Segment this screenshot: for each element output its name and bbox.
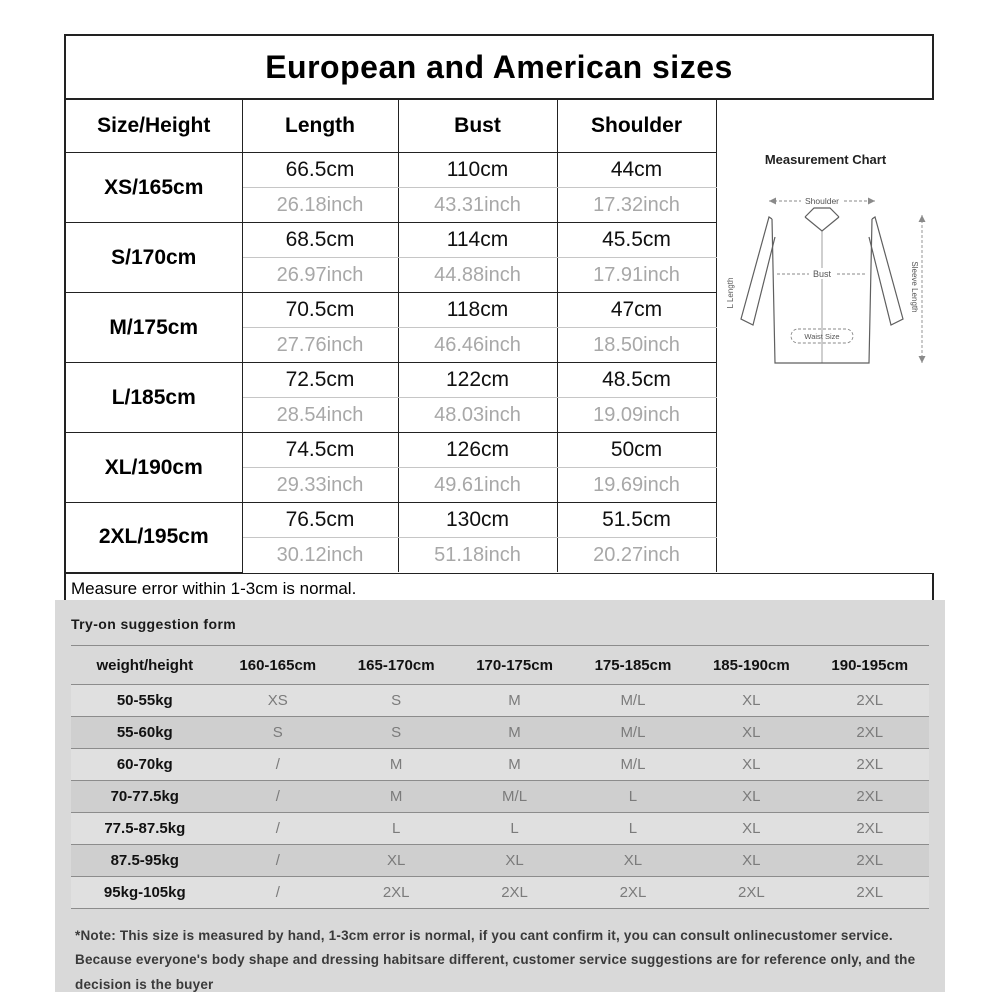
bust-inch-cell: 51.18inch: [398, 538, 557, 573]
shoulder-inch-cell: 19.69inch: [557, 468, 716, 503]
size-table-panel: [64, 34, 934, 607]
waist-label: Waist Size: [803, 332, 840, 341]
tryon-size-cell: XL: [692, 781, 810, 813]
tryon-header-190-195: 190-195cm: [811, 646, 929, 685]
shoulder-cm-cell: 45.5cm: [557, 223, 716, 258]
tryon-header-weight-height: weight/height: [71, 646, 219, 685]
sleeve-length-label: Sleeve Length: [909, 261, 919, 313]
tryon-row: [71, 685, 929, 717]
tryon-size-cell: S: [337, 685, 455, 717]
tryon-size-cell: L: [337, 813, 455, 845]
tryon-size-cell: 2XL: [811, 813, 929, 845]
arrowheads: [769, 198, 926, 364]
bust-cm-cell: 130cm: [398, 503, 557, 538]
bust-cm-cell: 122cm: [398, 363, 557, 398]
tryon-size-cell: /: [219, 781, 337, 813]
tryon-size-cell: XL: [574, 845, 692, 877]
tryon-panel: [55, 600, 945, 992]
tryon-size-cell: M: [455, 685, 573, 717]
measurement-chart-title: Measurement Chart: [764, 152, 887, 167]
length-cm-cell: 68.5cm: [242, 223, 398, 258]
tryon-weight-cell: 77.5-87.5kg: [71, 813, 219, 845]
tryon-size-cell: 2XL: [811, 717, 929, 749]
shoulder-label: Shoulder: [804, 196, 839, 206]
bust-inch-cell: 44.88inch: [398, 258, 557, 293]
length-cm-cell: 74.5cm: [242, 433, 398, 468]
shoulder-inch-cell: 18.50inch: [557, 328, 716, 363]
tryon-size-cell: L: [574, 781, 692, 813]
length-inch-cell: 29.33inch: [242, 468, 398, 503]
length-inch-cell: 28.54inch: [242, 398, 398, 433]
tryon-size-cell: /: [219, 845, 337, 877]
length-inch-cell: 30.12inch: [242, 538, 398, 573]
shoulder-inch-cell: 17.91inch: [557, 258, 716, 293]
shoulder-cm-cell: 48.5cm: [557, 363, 716, 398]
size-table-title: European and American sizes: [66, 36, 932, 100]
shoulder-cm-cell: 51.5cm: [557, 503, 716, 538]
length-cm-cell: 76.5cm: [242, 503, 398, 538]
tryon-size-cell: 2XL: [811, 749, 929, 781]
tryon-row: [71, 877, 929, 909]
tryon-header-175-185: 175-185cm: [574, 646, 692, 685]
tryon-size-cell: L: [574, 813, 692, 845]
tryon-size-cell: 2XL: [811, 685, 929, 717]
tryon-size-cell: M/L: [574, 685, 692, 717]
size-row: [66, 293, 716, 328]
tryon-header-170-175: 170-175cm: [455, 646, 573, 685]
size-label-cell: M/175cm: [66, 293, 242, 363]
tryon-size-cell: /: [219, 749, 337, 781]
length-cm-cell: 70.5cm: [242, 293, 398, 328]
tryon-size-cell: M: [455, 749, 573, 781]
measurement-chart: [717, 100, 935, 573]
tryon-row: [71, 845, 929, 877]
tryon-weight-cell: 60-70kg: [71, 749, 219, 781]
tryon-size-cell: M/L: [455, 781, 573, 813]
tryon-header-165-170: 165-170cm: [337, 646, 455, 685]
shirt-diagram: [717, 171, 935, 451]
tryon-note: *Note: This size is measured by hand, 1-3cm error is normal, if you cant confirm it, you can consult onlinecustomer service. Because everyone's body shape and dressing habitsare different, customer service suggestions are for reference only, and the decision is the buyer: [75, 928, 916, 992]
size-row: [66, 363, 716, 398]
length-inch-cell: 26.97inch: [242, 258, 398, 293]
tryon-table: [71, 645, 929, 909]
tryon-size-cell: M/L: [574, 749, 692, 781]
shoulder-cm-cell: 50cm: [557, 433, 716, 468]
header-shoulder: Shoulder: [557, 100, 716, 153]
bust-inch-cell: 49.61inch: [398, 468, 557, 503]
bust-cm-cell: 110cm: [398, 153, 557, 188]
tryon-size-cell: XL: [337, 845, 455, 877]
length-label: L Length: [725, 277, 735, 309]
tryon-weight-cell: 70-77.5kg: [71, 781, 219, 813]
size-label-cell: 2XL/195cm: [66, 503, 242, 573]
tryon-size-cell: 2XL: [811, 877, 929, 909]
tryon-size-cell: M/L: [574, 717, 692, 749]
tryon-size-cell: /: [219, 877, 337, 909]
tryon-size-cell: 2XL: [337, 877, 455, 909]
header-size-height: Size/Height: [66, 100, 242, 153]
size-row: [66, 433, 716, 468]
length-inch-cell: 26.18inch: [242, 188, 398, 223]
tryon-size-cell: M: [455, 717, 573, 749]
tryon-row: [71, 717, 929, 749]
shoulder-inch-cell: 17.32inch: [557, 188, 716, 223]
tryon-size-cell: XL: [692, 685, 810, 717]
bust-inch-cell: 46.46inch: [398, 328, 557, 363]
tryon-size-cell: XL: [692, 749, 810, 781]
size-table: [66, 100, 717, 573]
size-label-cell: L/185cm: [66, 363, 242, 433]
shoulder-cm-cell: 47cm: [557, 293, 716, 328]
size-label-cell: XL/190cm: [66, 433, 242, 503]
measure-error-note: Measure error within 1-3cm is normal.: [66, 573, 932, 605]
tryon-weight-cell: 55-60kg: [71, 717, 219, 749]
length-cm-cell: 72.5cm: [242, 363, 398, 398]
header-length: Length: [242, 100, 398, 153]
tryon-weight-cell: 95kg-105kg: [71, 877, 219, 909]
shoulder-cm-cell: 44cm: [557, 153, 716, 188]
shoulder-inch-cell: 20.27inch: [557, 538, 716, 573]
bust-cm-cell: 118cm: [398, 293, 557, 328]
bust-label: Bust: [812, 269, 831, 279]
tryon-size-cell: XL: [692, 717, 810, 749]
tryon-row: [71, 813, 929, 845]
tryon-weight-cell: 50-55kg: [71, 685, 219, 717]
size-row: [66, 503, 716, 538]
tryon-row: [71, 781, 929, 813]
tryon-size-cell: S: [219, 717, 337, 749]
tryon-size-cell: M: [337, 781, 455, 813]
tryon-size-cell: L: [455, 813, 573, 845]
tryon-size-cell: XL: [692, 845, 810, 877]
header-bust: Bust: [398, 100, 557, 153]
tryon-header-185-190: 185-190cm: [692, 646, 810, 685]
tryon-size-cell: XL: [692, 813, 810, 845]
size-row: [66, 223, 716, 258]
tryon-header-160-165: 160-165cm: [219, 646, 337, 685]
tryon-header-row: [71, 646, 929, 685]
size-label-cell: XS/165cm: [66, 153, 242, 223]
tryon-row: [71, 749, 929, 781]
tryon-size-cell: 2XL: [811, 845, 929, 877]
tryon-size-cell: 2XL: [455, 877, 573, 909]
tryon-size-cell: XL: [455, 845, 573, 877]
tryon-title: Try-on suggestion form: [71, 616, 237, 632]
bust-cm-cell: 114cm: [398, 223, 557, 258]
tryon-size-cell: 2XL: [574, 877, 692, 909]
size-label-cell: S/170cm: [66, 223, 242, 293]
size-row: [66, 153, 716, 188]
length-cm-cell: 66.5cm: [242, 153, 398, 188]
size-table-header-row: [66, 100, 716, 153]
measure-lines: [769, 201, 922, 363]
tryon-size-cell: 2XL: [811, 781, 929, 813]
size-table-body: [66, 100, 932, 573]
tryon-size-cell: 2XL: [692, 877, 810, 909]
tryon-weight-cell: 87.5-95kg: [71, 845, 219, 877]
bust-inch-cell: 43.31inch: [398, 188, 557, 223]
bust-inch-cell: 48.03inch: [398, 398, 557, 433]
tryon-size-cell: M: [337, 749, 455, 781]
tryon-size-cell: /: [219, 813, 337, 845]
bust-cm-cell: 126cm: [398, 433, 557, 468]
tryon-size-cell: XS: [219, 685, 337, 717]
length-inch-cell: 27.76inch: [242, 328, 398, 363]
tryon-size-cell: S: [337, 717, 455, 749]
shoulder-inch-cell: 19.09inch: [557, 398, 716, 433]
